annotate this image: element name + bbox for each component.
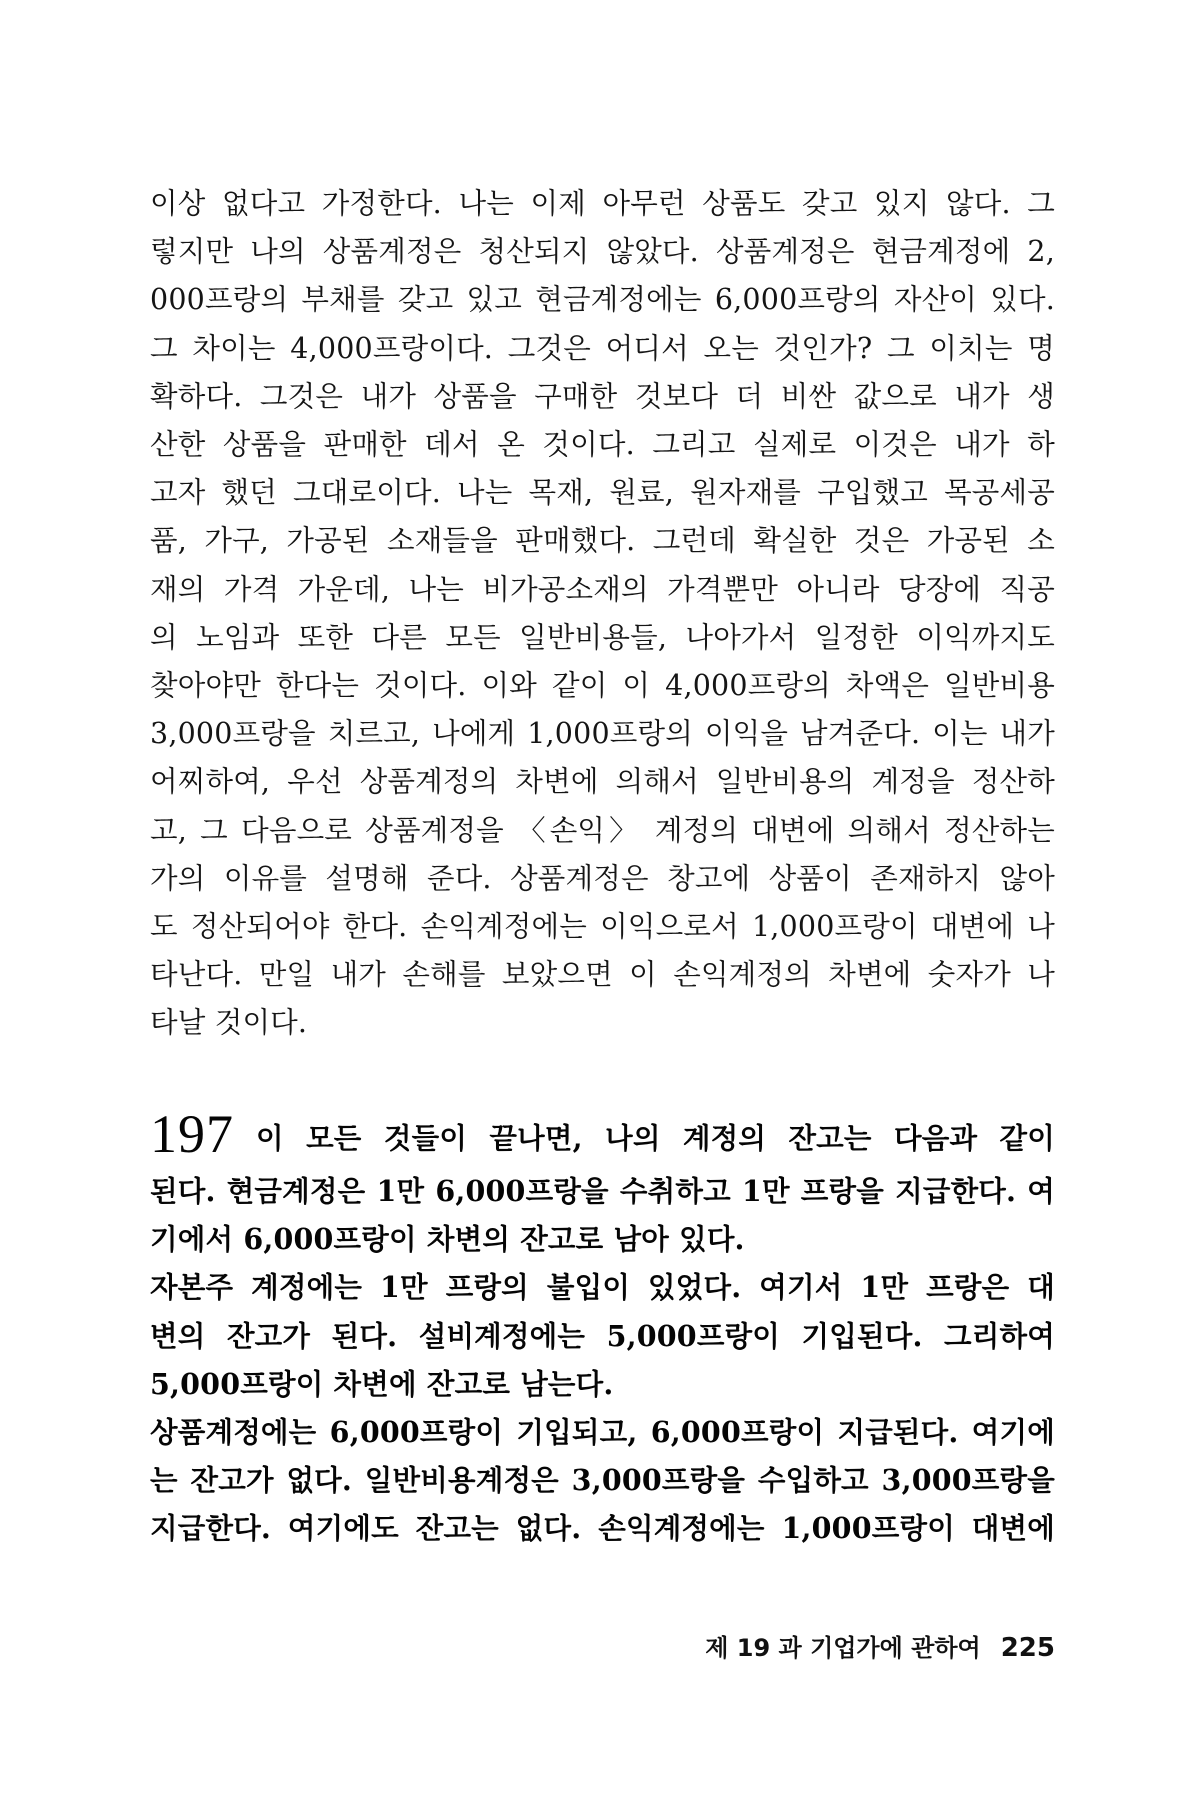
text-line: 가의 이유를 설명해 준다. 상품계정은 창고에 상품이 존재하지 않아 [150, 861, 1055, 895]
text-line: 확하다. 그것은 내가 상품을 구매한 것보다 더 비싼 값으로 내가 생 [150, 379, 1055, 413]
text-line: 이상 없다고 가정한다. 나는 이제 아무런 상품도 갖고 있지 않다. 그 [150, 187, 1055, 220]
text-line: 도 정산되어야 한다. 손익계정에는 이익으로서 1,000프랑이 대변에 나 [150, 910, 1055, 944]
text-line: 000프랑의 부채를 갖고 있고 현금계정에는 6,000프랑의 자산이 있다. [150, 283, 1055, 317]
text-line: 5,000프랑이 차변에 잔고로 남는다. [150, 1366, 614, 1401]
text-line: 상품계정에는 6,000프랑이 기입되고, 6,000프랑이 지급된다. 여기에 [150, 1415, 1055, 1450]
text-line: 타난다. 만일 내가 손해를 보았으면 이 손익계정의 차변에 숫자가 나 [150, 958, 1055, 992]
running-footer [150, 1628, 1055, 1663]
section-first-line [150, 1105, 1055, 1167]
chapter-title: 제 19 과 기업가에 관하여 [705, 1634, 981, 1662]
text-line: 그 차이는 4,000프랑이다. 그것은 어디서 오는 것인가? 그 이치는 명 [150, 331, 1055, 365]
text-line: 는 잔고가 없다. 일반비용계정은 3,000프랑을 수입하고 3,000프랑을 [150, 1463, 1055, 1498]
text-line: 렇지만 나의 상품계정은 청산되지 않았다. 상품계정은 현금계정에 2, [150, 235, 1055, 269]
text-line: 의 노임과 또한 다른 모든 일반비용들, 나아가서 일정한 이익까지도 [150, 620, 1055, 654]
section-first-text: 이 모든 것들이 끝나면, 나의 계정의 잔고는 다음과 같이 [256, 1121, 1055, 1155]
section-number: 197 [150, 1105, 234, 1164]
text-line: 찾아야만 한다는 것이다. 이와 같이 이 4,000프랑의 차액은 일반비용 [150, 669, 1055, 703]
text-line: 고자 했던 그대로이다. 나는 목재, 원료, 원자재를 구입했고 목공세공 [150, 476, 1055, 510]
text-line: 자본주 계정에는 1만 프랑의 불입이 있었다. 여기서 1만 프랑은 대 [150, 1270, 1055, 1305]
text-line: 고, 그 다음으로 상품계정을 〈손익〉 계정의 대변에 의해서 정산하는 [150, 813, 1055, 847]
text-line: 산한 상품을 판매한 데서 온 것이다. 그리고 실제로 이것은 내가 하 [150, 428, 1055, 462]
text-line: 3,000프랑을 치르고, 나에게 1,000프랑의 이익을 남겨준다. 이는 내가 [150, 717, 1055, 751]
text-line: 지급한다. 여기에도 잔고는 없다. 손익계정에는 1,000프랑이 대변에 [150, 1511, 1055, 1546]
text-line: 타날 것이다. [150, 1006, 308, 1040]
text-line: 어찌하여, 우선 상품계정의 차변에 의해서 일반비용의 계정을 정산하 [150, 765, 1055, 799]
paragraph-continuation [150, 180, 1055, 1048]
text-line: 품, 가구, 가공된 소재들을 판매했다. 그런데 확실한 것은 가공된 소 [150, 524, 1055, 558]
text-line: 재의 가격 가운데, 나는 비가공소재의 가격뿐만 아니라 당장에 직공 [150, 572, 1055, 606]
text-line: 된다. 현금계정은 1만 6,000프랑을 수취하고 1만 프랑을 지급한다. 여 [150, 1174, 1055, 1208]
page-number: 225 [1000, 1633, 1055, 1663]
text-line: 기에서 6,000프랑이 차변의 잔고로 남아 있다. [150, 1222, 745, 1257]
numbered-section [150, 1105, 1055, 1553]
text-line: 변의 잔고가 된다. 설비계정에는 5,000프랑이 기입된다. 그리하여 [150, 1318, 1055, 1353]
